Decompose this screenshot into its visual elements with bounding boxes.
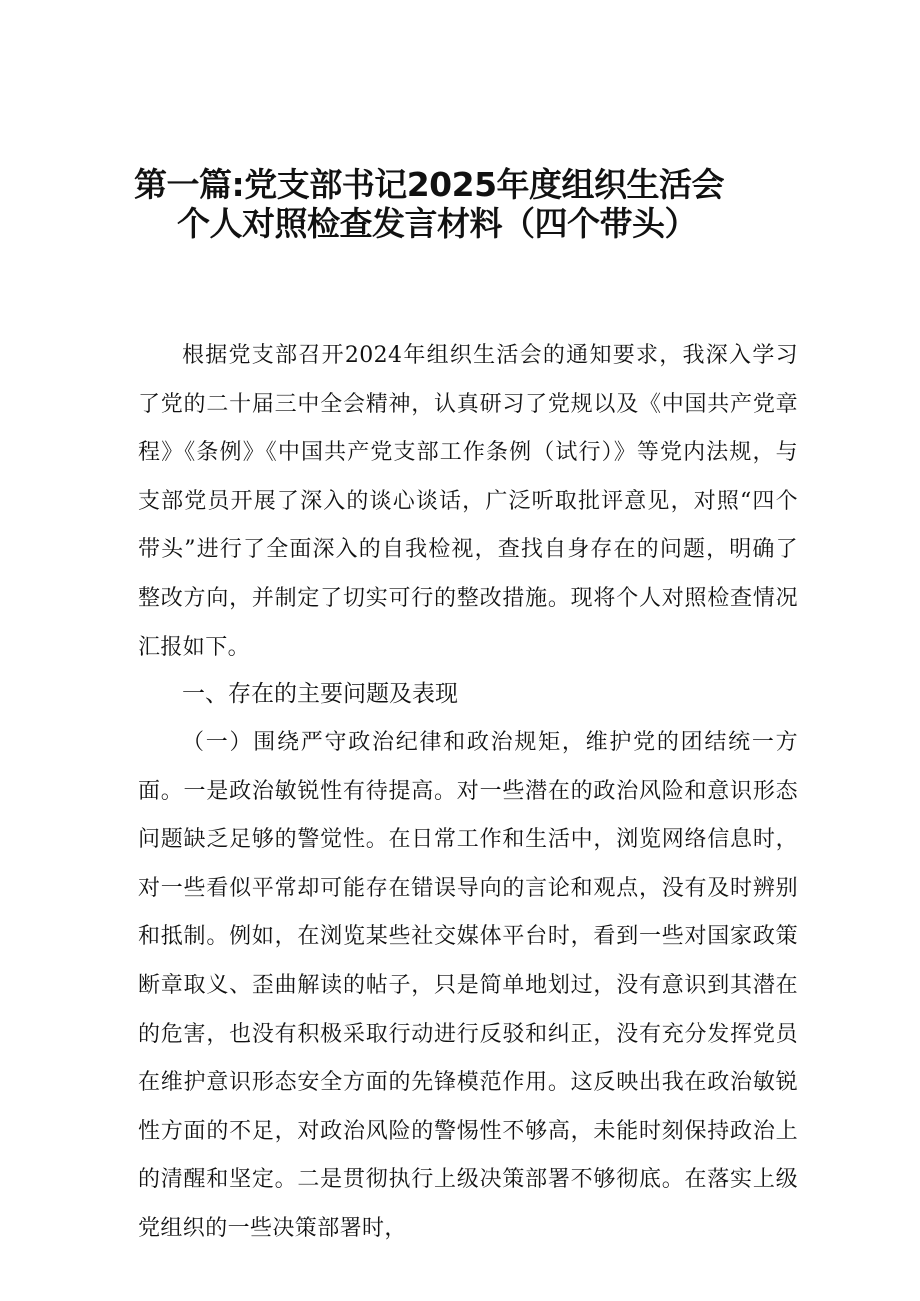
section-heading: 一、存在的主要问题及表现 xyxy=(182,681,458,707)
document-title-line-1: 第一篇:党支部书记2025年度组织生活会 xyxy=(134,165,725,204)
section-paragraph: （一）围绕严守政治纪律和政治规矩，维护党的团结统一方面。一是政治敏锐性有待提高。对一些潜在的政治风险和意识形态问题缺乏足够的警觉性。在日常工作和生活中，浏览网络信息时，对一些看似平常却可能存在错误导向的言论和观点，没有及时辨别和抵制。例如，在浏览某些社交媒体平台时，看到一些对国家政策断章取义、歪曲解读的帖子，只是简单地划过，没有意识到其潜在的危害，也没有积极采取行动进行反驳和纠正，没有充分发挥党员在维护意识形态安全方面的先锋模范作用。这反映出我在政治敏锐性方面的不足，对政治风险的警惕性不够高，未能时刻保持政治上的清醒和坚定。二是贯彻执行上级决策部署不够彻底。在落实上级党组织的一些决策部署时， xyxy=(138,730,798,1241)
intro-section xyxy=(138,332,798,672)
document-title-line-2: 个人对照检查发言材料（四个带头） xyxy=(177,204,697,243)
intro-paragraph: 根据党支部召开2024年组织生活会的通知要求，我深入学习了党的二十届三中全会精神，认真研习了党规以及《中国共产党章程》《条例》《中国共产党支部工作条例（试行）》等党内法规，与支部党员开展了深入的谈心谈话，广泛听取批评意见，对照“四个带头”进行了全面深入的自我检视，查找自身存在的问题，明确了整改方向，并制定了切实可行的整改措施。现将个人对照检查情况汇报如下。 xyxy=(138,343,798,660)
problems-section xyxy=(138,719,798,1254)
